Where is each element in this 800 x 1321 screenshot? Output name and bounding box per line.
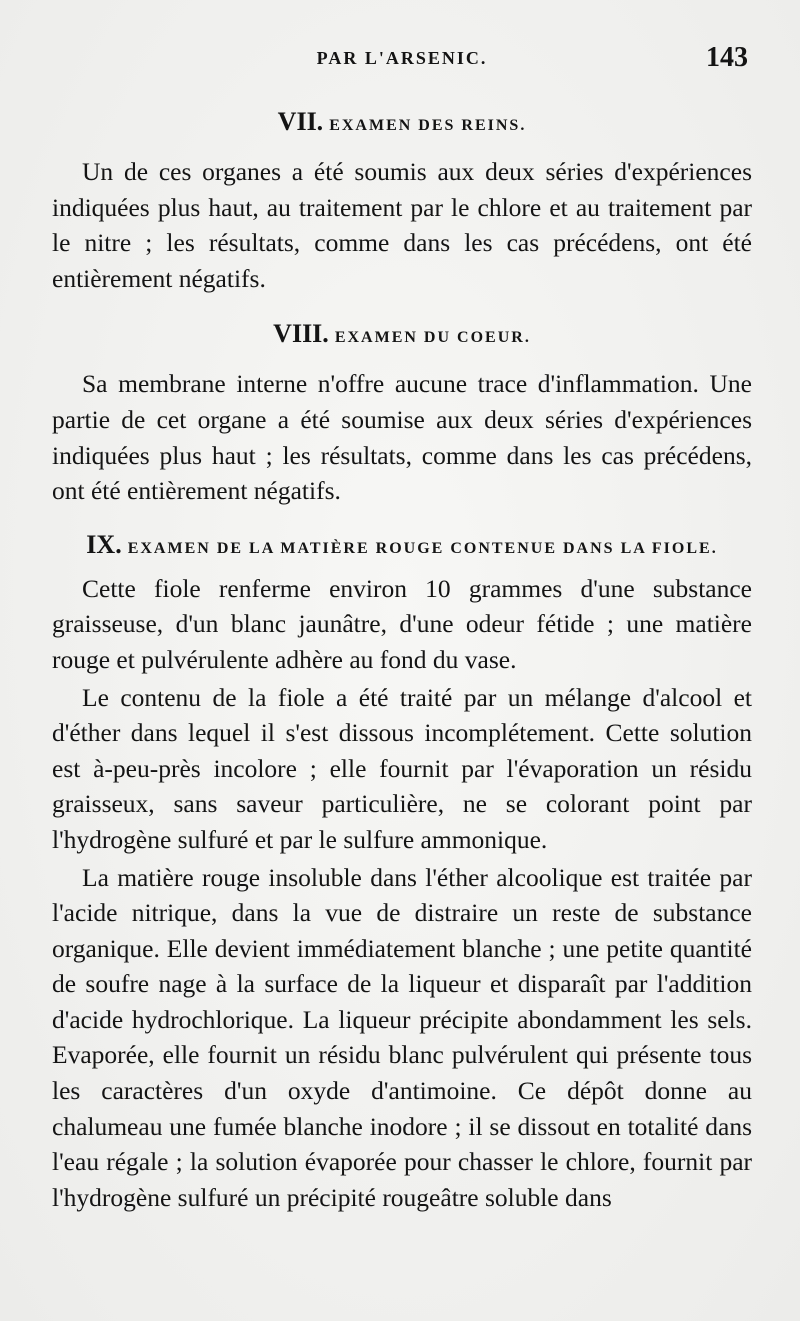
section-title: EXAMEN DU COEUR. [334,329,531,347]
running-title: PAR L'ARSENIC. [316,48,488,68]
paragraph: Le contenu de la fiole a été traité par un mélange d'alcool et d'éther dans lequel il s'est dissous incomplétement. Cette solution est à-peu-près incolore ; elle fournit par l'évaporation un résidu graisseux, sans saveur particulière, ne se colorant point par l'hydrogène sulfuré et par le sulfure ammonique. [52,682,752,854]
section-number: VIII. [273,319,329,349]
section-heading-vii [52,106,752,142]
paragraph: Cette fiole renferme environ 10 grammes d'une substance graisseuse, d'un blanc jaunâtre, d'une odeur fétide ; une matière rouge et pulvérulente adhère au fond du vase. [52,573,752,674]
section-number: VII. [277,107,324,136]
section-heading-ix [52,529,752,565]
section-title: EXAMEN DE LA MATIÈRE ROUGE CONTENUE DANS LA FIOLE. [127,539,718,557]
section-title: EXAMEN DES REINS. [329,117,527,134]
section-heading-viii [52,318,752,354]
running-head [52,40,752,84]
paragraph: La matière rouge insoluble dans l'éther alcoolique est traitée par l'acide nitrique, dans la vue de distraire un reste de substance organique. Elle devient immédiatement blanche ; une petite quantité de soufre nage à la surface de la liqueur et disparaît par l'addition d'acide hydrochlorique. La liqueur précipite abondamment les sels. Evaporée, elle fournit un résidu blanc pulvérulent qui présente tous les caractères d'un oxyde d'antimoine. Ce dépôt donne au chalumeau une fumée blanche inodore ; il se dissout en totalité dans l'eau régale ; la solution évaporée pour chasser le chlore, fournit par l'hydrogène sulfuré un précipité rougeâtre soluble dans [52,862,752,1212]
paragraph: Sa membrane interne n'offre aucune trace d'inflammation. Une partie de cet organe a été soumise aux deux séries d'expériences indiquées plus haut ; les résultats, comme dans les cas précédens, ont été entièrement négatifs. [52,369,752,506]
section-number: IX. [86,529,122,559]
page-number: 143 [706,42,748,73]
paragraph: Un de ces organes a été soumis aux deux séries d'expériences indiquées plus haut, au traitement par le chlore et au traitement par le nitre ; les résultats, comme dans les cas précédens, ont été entièrement négatifs. [52,157,752,293]
